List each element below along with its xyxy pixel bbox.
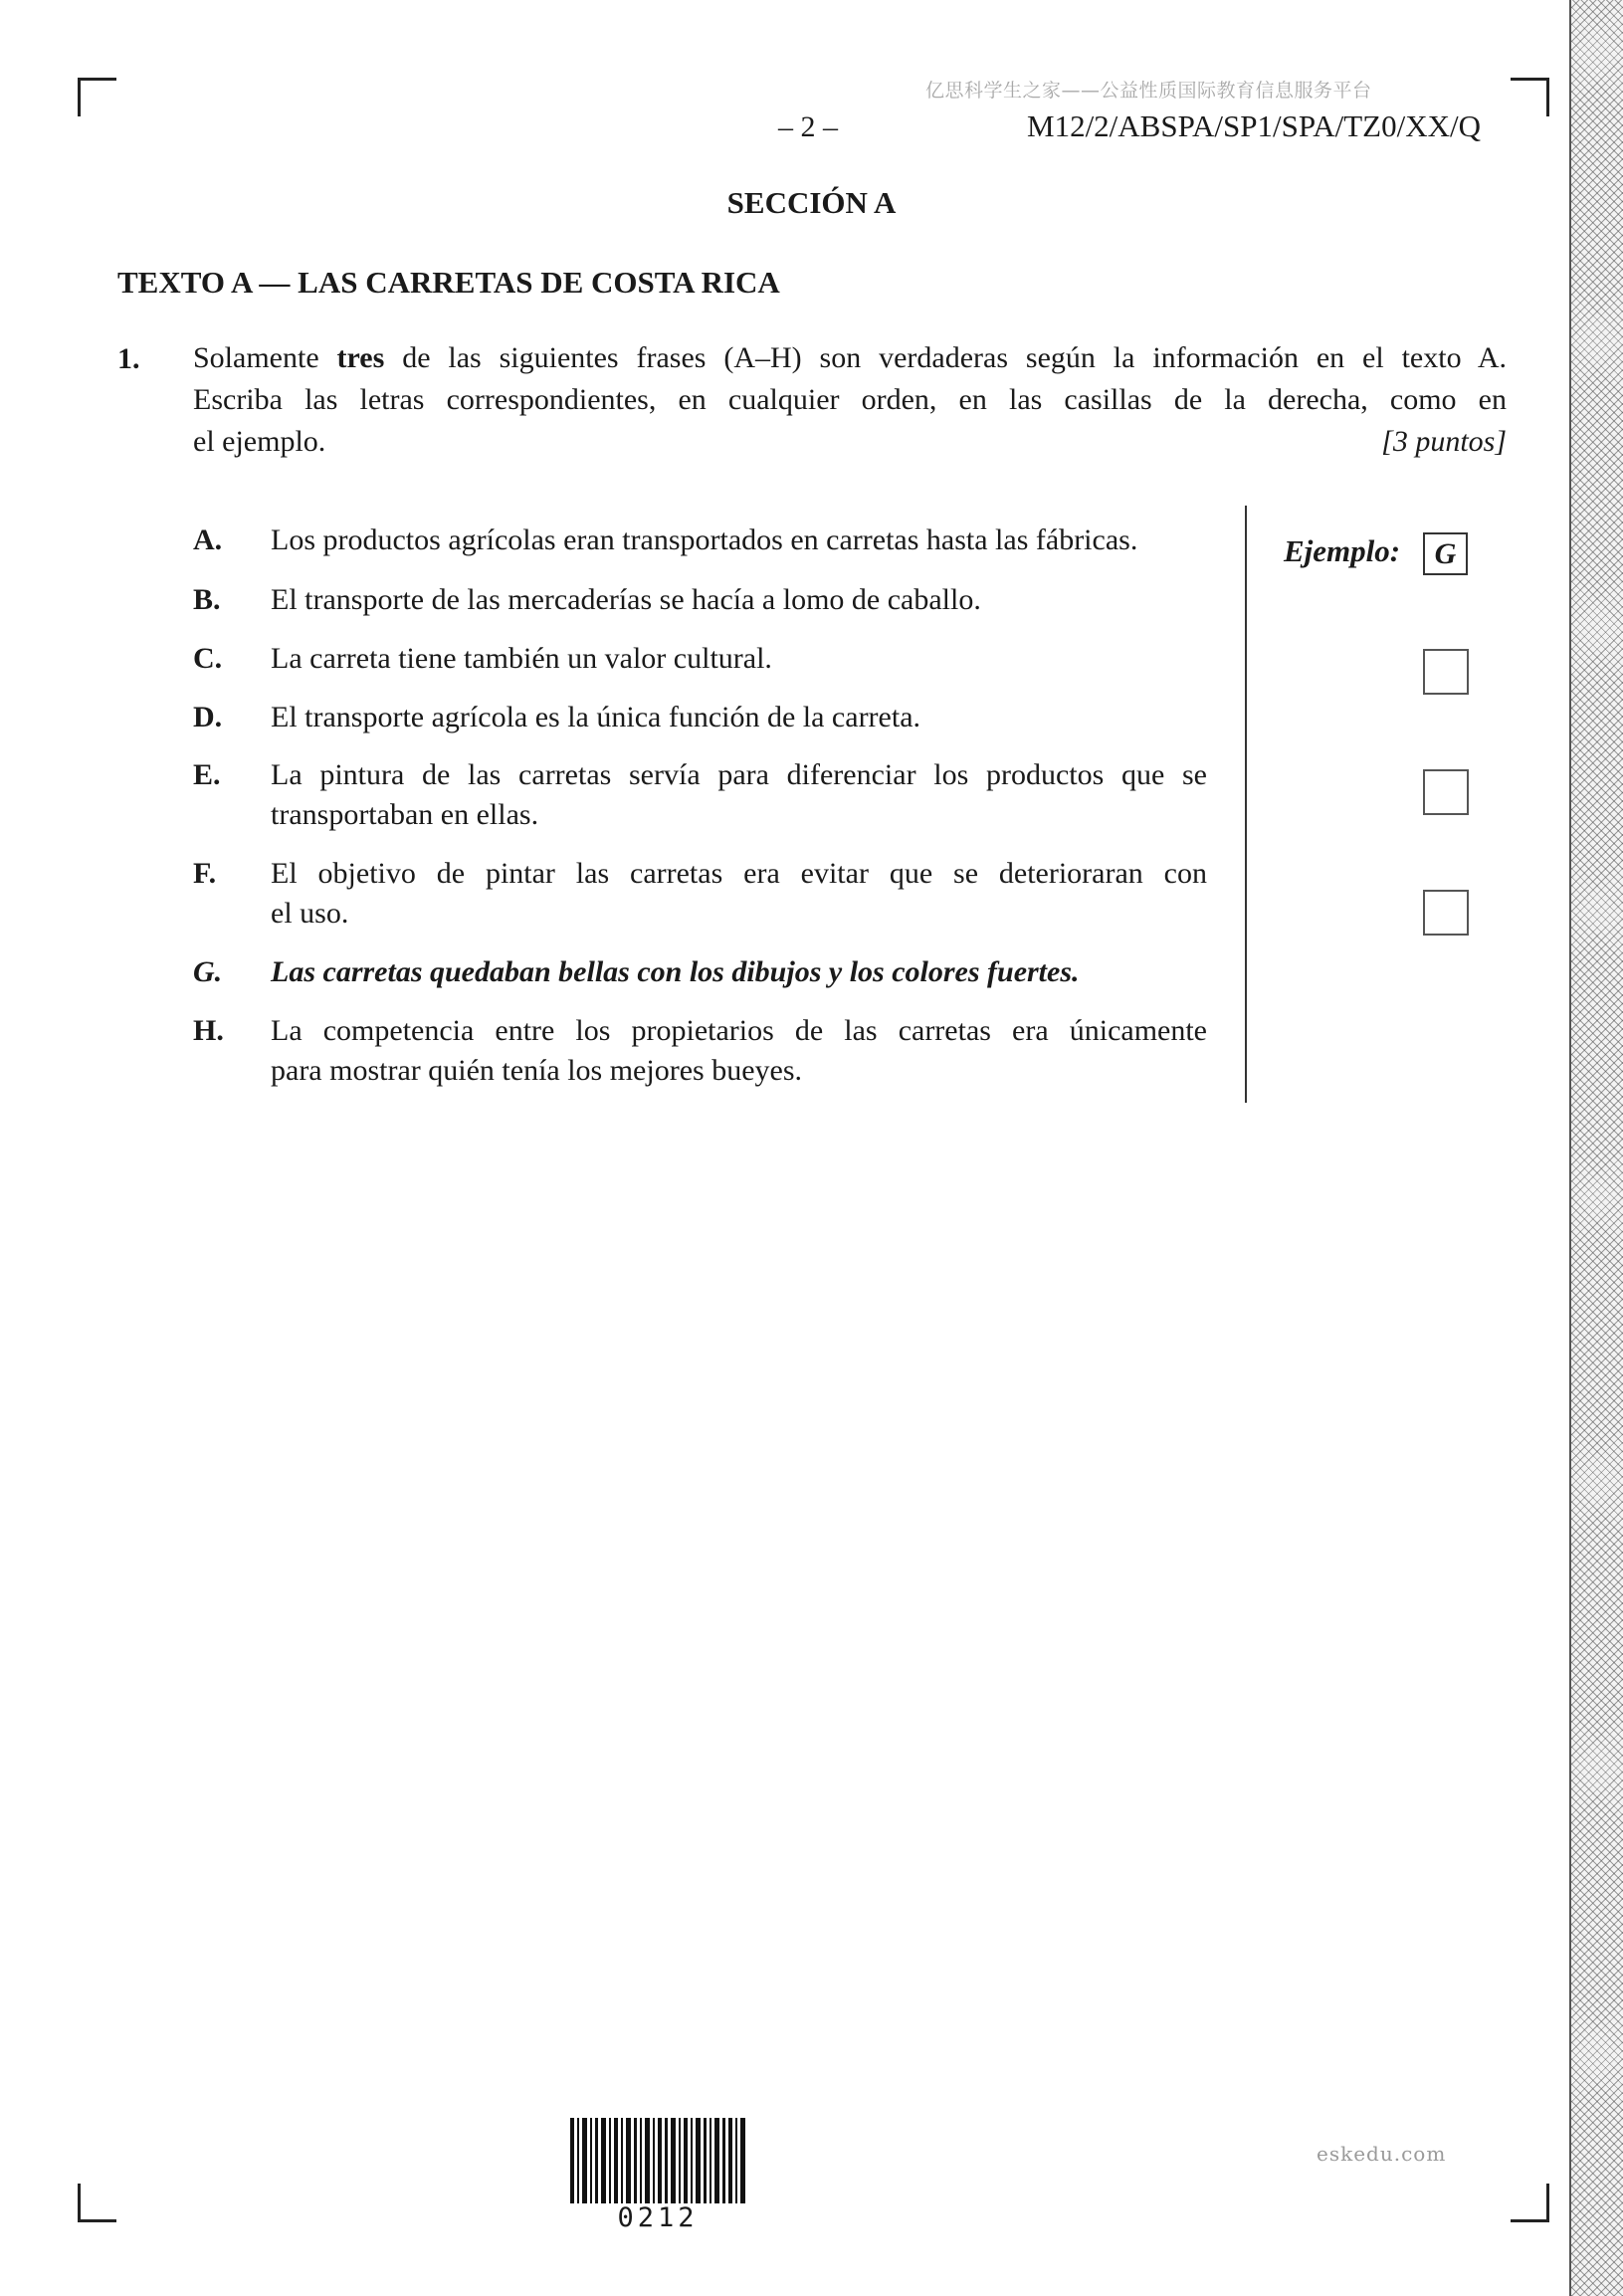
- answer-box-2[interactable]: [1423, 769, 1469, 815]
- text-title: TEXTO A — LAS CARRETAS DE COSTA RICA: [117, 265, 780, 300]
- question-emphasis: tres: [336, 341, 385, 374]
- option-letter-b: B.: [193, 583, 221, 616]
- option-letter-c: C.: [193, 642, 223, 675]
- answer-column-divider: [1245, 506, 1247, 1103]
- answer-box-1[interactable]: [1423, 649, 1469, 695]
- marks-label: [3 puntos]: [1381, 425, 1507, 458]
- example-label: Ejemplo:: [1284, 533, 1401, 568]
- question-number: 1.: [117, 342, 140, 375]
- option-text-h-line-2: para mostrar quién tenía los mejores bueyes.: [271, 1054, 802, 1087]
- crop-mark-top-right: [1511, 78, 1549, 116]
- option-text-h-line-1: La competencia entre los propietarios de las carretas era únicamente: [271, 1014, 1207, 1047]
- option-text-b: El transporte de las mercaderías se hacía a lomo de caballo.: [271, 583, 981, 616]
- paper-code: M12/2/ABSPA/SP1/SPA/TZ0/XX/Q: [1027, 108, 1481, 143]
- option-text-g: Las carretas quedaban bellas con los dibujos y los colores fuertes.: [271, 955, 1080, 988]
- option-letter-a: A.: [193, 523, 223, 556]
- question-line-3: el ejemplo.: [193, 425, 326, 458]
- option-text-f-line-2: el uso.: [271, 897, 349, 930]
- option-text-a: Los productos agrícolas eran transportados en carretas hasta las fábricas.: [271, 523, 1138, 556]
- option-letter-h: H.: [193, 1014, 224, 1047]
- option-letter-g: G.: [193, 955, 223, 988]
- option-text-e-line-2: transportaban en ellas.: [271, 798, 539, 831]
- option-letter-f: F.: [193, 857, 217, 890]
- option-letter-e: E.: [193, 758, 221, 791]
- barcode-number: 0212: [617, 2202, 699, 2233]
- question-line-2: Escriba las letras correspondientes, en cualquier orden, en las casillas de la derecha, como en: [193, 383, 1507, 416]
- answer-box-3[interactable]: [1423, 890, 1469, 936]
- site-watermark: eskedu.com: [1317, 2142, 1447, 2166]
- watermark-text: 亿思科学生之家——公益性质国际教育信息服务平台: [925, 80, 1372, 102]
- question-line-1: Solamente tres de las siguientes frases (A–H) son verdaderas según la información en el texto A.: [193, 341, 1507, 374]
- barcode: [568, 2118, 747, 2203]
- option-text-f-line-1: El objetivo de pintar las carretas era evitar que se deterioraran con: [271, 857, 1207, 890]
- example-answer-box: G: [1423, 532, 1468, 575]
- crop-mark-bottom-left: [78, 2184, 116, 2222]
- option-text-d: El transporte agrícola es la única función de la carreta.: [271, 701, 921, 733]
- section-title: SECCIÓN A: [726, 185, 897, 220]
- option-text-c: La carreta tiene también un valor cultural.: [271, 642, 772, 675]
- option-text-e-line-1: La pintura de las carretas servía para diferenciar los productos que se: [271, 758, 1207, 791]
- option-letter-d: D.: [193, 701, 223, 733]
- hatched-margin-strip: [1569, 0, 1623, 2296]
- page-number: – 2 –: [778, 110, 838, 143]
- crop-mark-top-left: [78, 78, 116, 116]
- crop-mark-bottom-right: [1511, 2184, 1549, 2222]
